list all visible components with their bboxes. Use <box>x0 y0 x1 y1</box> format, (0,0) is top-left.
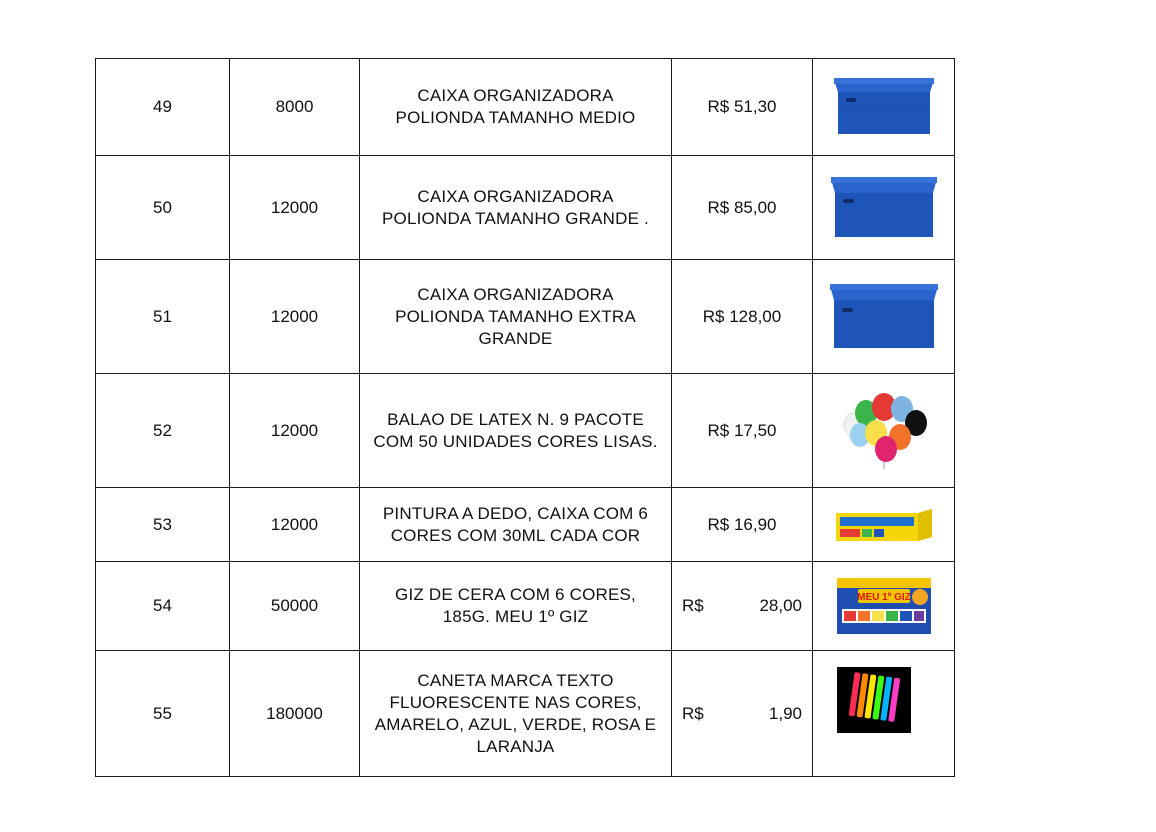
blue-storage-box-icon <box>828 282 940 352</box>
blue-storage-box-icon <box>832 76 936 138</box>
price-currency: R$ <box>682 596 704 615</box>
item-number: 49 <box>96 59 230 156</box>
description: CANETA MARCA TEXTO FLUORESCENTE NAS CORES, AMARELO, AZUL, VERDE, ROSA E LARANJA <box>360 651 672 777</box>
item-number: 54 <box>96 562 230 651</box>
description: BALAO DE LATEX N. 9 PACOTE COM 50 UNIDADES CORES LISAS. <box>360 374 672 488</box>
package-text: MEU 1º GIZ <box>856 592 911 603</box>
quantity: 8000 <box>230 59 360 156</box>
item-number: 55 <box>96 651 230 777</box>
highlighter-pens-icon <box>837 667 911 733</box>
quantity: 180000 <box>230 651 360 777</box>
balloons-icon <box>836 391 932 471</box>
price-amount: 28,00 <box>759 596 802 615</box>
description: CAIXA ORGANIZADORA POLIONDA TAMANHO EXTRA GRANDE <box>360 260 672 374</box>
unit-price: R$ 16,90 <box>672 488 813 562</box>
finger-paint-box-icon <box>834 507 934 543</box>
item-number: 51 <box>96 260 230 374</box>
unit-price: R$ 17,50 <box>672 374 813 488</box>
product-image-cell <box>813 59 955 156</box>
unit-price: R$ 128,00 <box>672 260 813 374</box>
blue-storage-box-icon <box>829 175 939 241</box>
price-amount: 1,90 <box>768 703 802 723</box>
table-row <box>96 651 955 777</box>
table-row <box>96 374 955 488</box>
unit-price <box>672 651 813 777</box>
product-image-cell <box>813 156 955 260</box>
quantity: 12000 <box>230 156 360 260</box>
price-currency: R$ <box>682 703 704 723</box>
crayon-pack-icon <box>836 577 932 635</box>
item-number: 53 <box>96 488 230 562</box>
item-number: 52 <box>96 374 230 488</box>
unit-price <box>672 562 813 651</box>
quantity: 12000 <box>230 260 360 374</box>
quantity: 12000 <box>230 488 360 562</box>
product-image-cell <box>813 260 955 374</box>
unit-price: R$ 85,00 <box>672 156 813 260</box>
table-row <box>96 488 955 562</box>
quantity: 50000 <box>230 562 360 651</box>
product-image-cell <box>813 374 955 488</box>
unit-price: R$ 51,30 <box>672 59 813 156</box>
item-number: 50 <box>96 156 230 260</box>
description: PINTURA A DEDO, CAIXA COM 6 CORES COM 30ML CADA COR <box>360 488 672 562</box>
product-image-cell <box>813 651 955 777</box>
description: GIZ DE CERA COM 6 CORES, 185G. MEU 1º GIZ <box>360 562 672 651</box>
quantity: 12000 <box>230 374 360 488</box>
table-row <box>96 562 955 651</box>
product-table <box>95 58 955 777</box>
description: CAIXA ORGANIZADORA POLIONDA TAMANHO GRANDE . <box>360 156 672 260</box>
table-row <box>96 156 955 260</box>
table-row <box>96 260 955 374</box>
description: CAIXA ORGANIZADORA POLIONDA TAMANHO MEDIO <box>360 59 672 156</box>
table-row <box>96 59 955 156</box>
product-image-cell <box>813 562 955 651</box>
product-image-cell <box>813 488 955 562</box>
